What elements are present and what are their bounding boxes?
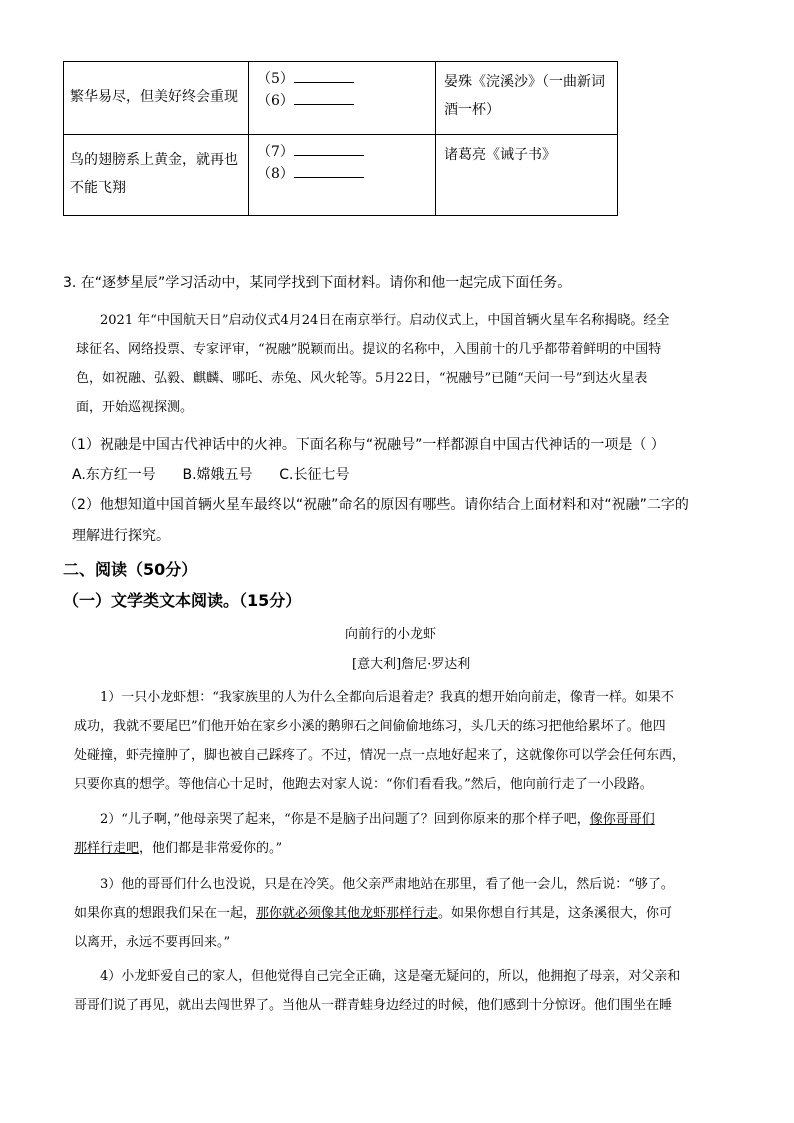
underlined-phrase: 那样行走吧	[74, 841, 140, 856]
story-line: 以离开，永远不要再回来。”	[74, 935, 231, 950]
story-line: 如果你真的想跟我们呆在一起，那你就必须像其他龙虾那样行走。如果你想自行其是，这条溪很大，你可	[74, 906, 673, 921]
story-line: 1）一只小龙虾想：“我家族里的人为什么全都向后退着走？我真的想开始向前走，像青一样。如果不	[100, 690, 674, 705]
underlined-phrase: 像你哥哥们	[589, 812, 655, 827]
material-line: 2021 年“中国航天日”启动仪式4月24日在南京举行。启动仪式上，中国首辆火星车名称揭晓。经全	[100, 313, 670, 328]
story-line: 哥哥们说了再见，就出去闯世界了。当他从一群青蛙身边经过的时候，他们感到十分惊讶。他们围坐在睡	[74, 998, 673, 1013]
story-p1	[74, 683, 740, 799]
story-line: 那样行走吧，他们都是非常爱你的。”	[74, 841, 283, 856]
q3-sub2: （2）他想知道中国首辆火星车最终以“祝融”命名的原因有哪些。请你结合上面材料和对“祝融”二字的	[63, 497, 689, 513]
section-part-title: （一）文学类文本阅读。（15分）	[63, 591, 302, 610]
story-line: 处碰撞，虾壳撞肿了，脚也被自己踩疼了。不过，情况一点一点地好起来了，这就像你可以学会任何东西，	[74, 748, 686, 763]
material-line: 面，开始巡视探测。	[76, 400, 194, 415]
blank-line: （6）	[257, 90, 429, 112]
story-p3	[74, 870, 740, 957]
material-line: 球征名、网络投票、专家评审，“祝融”脱颖而出。提议的名称中，入围前十的几乎都带着鲜明的中国特	[76, 342, 662, 357]
story-p4	[74, 962, 740, 1020]
q3-sub1: （1）祝融是中国古代神话中的火神。下面名称与“祝融号”一样都源自中国古代神话的一项是（ ）	[63, 437, 665, 453]
meaning-cell: 繁华易尽，但美好终会重现	[64, 62, 249, 135]
blank-cell	[249, 62, 436, 135]
underlined-phrase: 那你就必须像其他龙虾那样行走	[256, 906, 439, 921]
story-line: 2）“儿子啊，”他母亲哭了起来，“你是不是脑子出问题了？回到你原来的那个样子吧，像你哥哥们	[100, 812, 655, 827]
blank-line: （7）	[257, 141, 429, 163]
blank-cell	[249, 135, 436, 216]
story-line: 成功，我就不要尾巴”们他开始在家乡小溪的鹅卵石之间偷偷地练习，头几天的练习把他给累坏了。他四	[74, 719, 666, 734]
blank-line: （5）	[257, 68, 429, 90]
meaning-cell: 鸟的翅膀系上黄金，就再也 不能飞翔	[64, 135, 249, 216]
q3-intro: 3. 在“逐梦星辰”学习活动中，某同学找到下面材料。请你和他一起完成下面任务。	[63, 275, 572, 291]
source-cell: 诸葛亮《诫子书》	[436, 135, 618, 216]
story-author: [意大利]詹尼·罗达利	[352, 657, 471, 672]
section-title: 二、阅读（50分）	[63, 560, 198, 579]
story-line: 只要你真的想学。等他信心十足时，他跑去对家人说：“你们看看我。”然后，他向前行走了一小段路。	[74, 777, 653, 792]
table-row	[64, 135, 618, 216]
q3-sub2-cont: 理解进行探究。	[72, 528, 170, 544]
story-p2	[74, 805, 740, 863]
story-title: 向前行的小龙虾	[345, 627, 437, 642]
story-line: 3）他的哥哥们什么也没说，只是在冷笑。他父亲严肃地站在那里，看了他一会儿，然后说：“够了。	[100, 877, 674, 892]
table-row	[64, 62, 618, 135]
material-line: 色，如祝融、弘毅、麒麟、哪吒、赤兔、风火轮等。5月22日，“祝融号”已随“天问一号”到达火星表	[76, 371, 648, 386]
q3-options: A.东方红一号 B.嫦娥五号 C.长征七号	[72, 467, 350, 483]
blank-line: （8）	[257, 163, 429, 185]
story-line: 4）小龙虾爱自己的家人，但他觉得自己完全正确，这是毫无疑问的，所以，他拥抱了母亲，对父亲和	[100, 969, 681, 984]
source-cell: 晏殊《浣溪沙》（一曲新词酒一杯）	[436, 62, 618, 135]
poem-table	[63, 61, 618, 216]
q3-material	[76, 306, 740, 422]
